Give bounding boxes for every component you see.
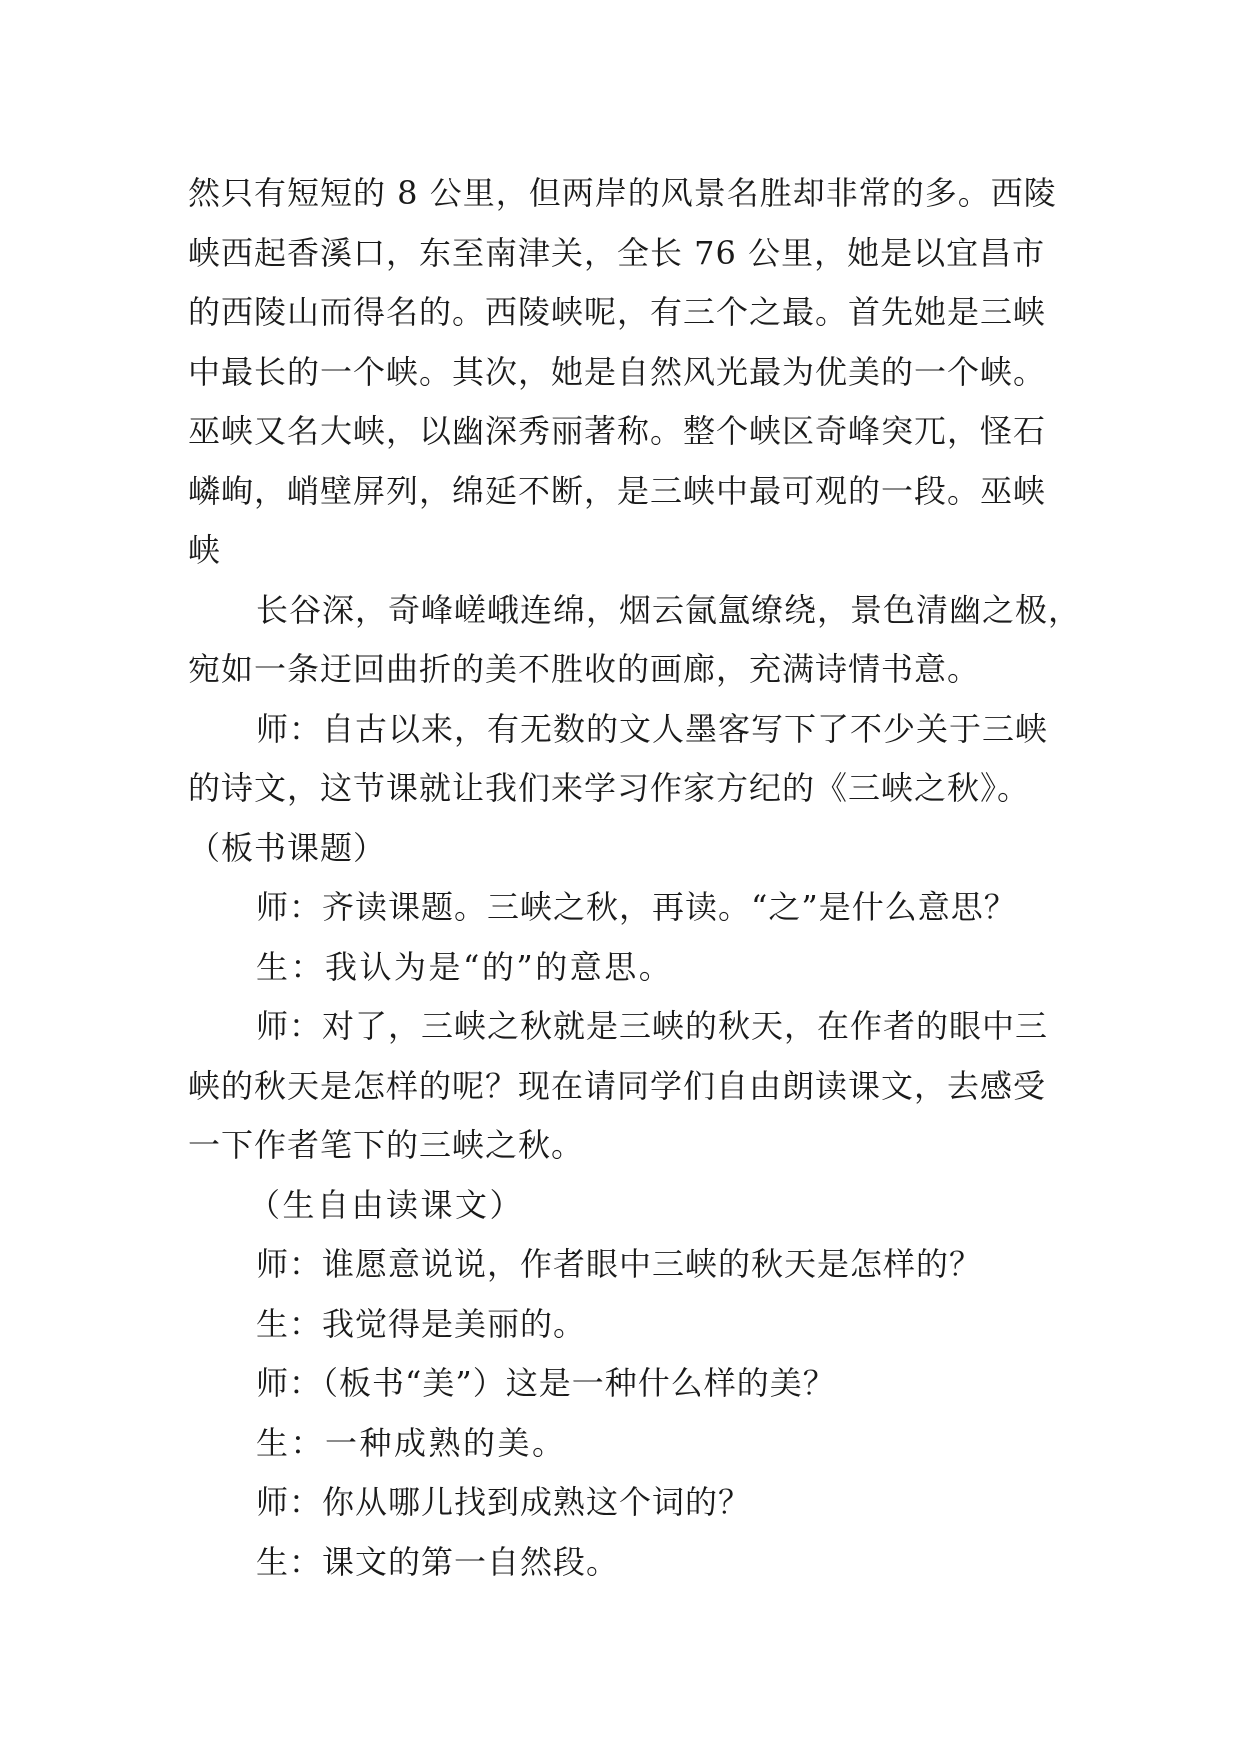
dialogue-line: 师：齐读课题。三峡之秋，再读。“之”是什么意思？: [256, 888, 1017, 926]
text-line: 的诗文，这节课就让我们来学习作家方纪的《三峡之秋》。: [188, 769, 1031, 807]
text-line: 然只有短短的 8 公里，但两岸的风景名胜却非常的多。西陵: [188, 174, 1057, 212]
dialogue-line: 生：我认为是“的”的意思。: [256, 947, 674, 986]
text-line: 长谷深，奇峰嵯峨连绵，烟云氤氲缭绕，景色清幽之极，: [256, 590, 1082, 629]
text-line: 峡西起香溪口，东至南津关，全长 76 公里，她是以宜昌市: [188, 233, 1046, 272]
dialogue-line: 生：一种成熟的美。: [256, 1423, 567, 1462]
dialogue-line: 师：你从哪儿找到成熟这个词的？: [256, 1483, 752, 1521]
text-line: 中最长的一个峡。其次，她是自然风光最为优美的一个峡。: [188, 352, 1047, 391]
text-line: 峡: [188, 531, 222, 569]
dialogue-line: 生：我觉得是美丽的。: [256, 1304, 587, 1343]
text-line: （板书课题）: [188, 828, 387, 867]
text-line: 宛如一条迂回曲折的美不胜收的画廊，充满诗情书意。: [188, 650, 981, 688]
dialogue-line: 师：自古以来，有无数的文人墨客写下了不少关于三峡: [256, 709, 1049, 748]
text-line: 一下作者笔下的三峡之秋。: [188, 1126, 585, 1164]
text-line: 巫峡又名大峡，以幽深秀丽著称。整个峡区奇峰突兀，怪石: [188, 412, 1047, 450]
document-body: [188, 164, 1082, 1592]
dialogue-line: 师：谁愿意说说，作者眼中三峡的秋天是怎样的？: [256, 1245, 983, 1283]
dialogue-line: 生：课文的第一自然段。: [256, 1542, 620, 1581]
text-line: 的西陵山而得名的。西陵峡呢，有三个之最。首先她是三峡: [188, 293, 1047, 331]
stage-direction-line: （生自由读课文）: [248, 1185, 525, 1224]
dialogue-line: 师：对了，三峡之秋就是三峡的秋天，在作者的眼中三: [256, 1007, 1049, 1045]
text-line: 嶙峋，峭壁屏列，绵延不断，是三峡中最可观的一段。巫峡: [188, 471, 1047, 510]
text-line: 峡的秋天是怎样的呢？现在请同学们自由朗读课文，去感受: [188, 1066, 1047, 1105]
dialogue-line: 师：（板书“美”）这是一种什么样的美？: [256, 1364, 836, 1402]
